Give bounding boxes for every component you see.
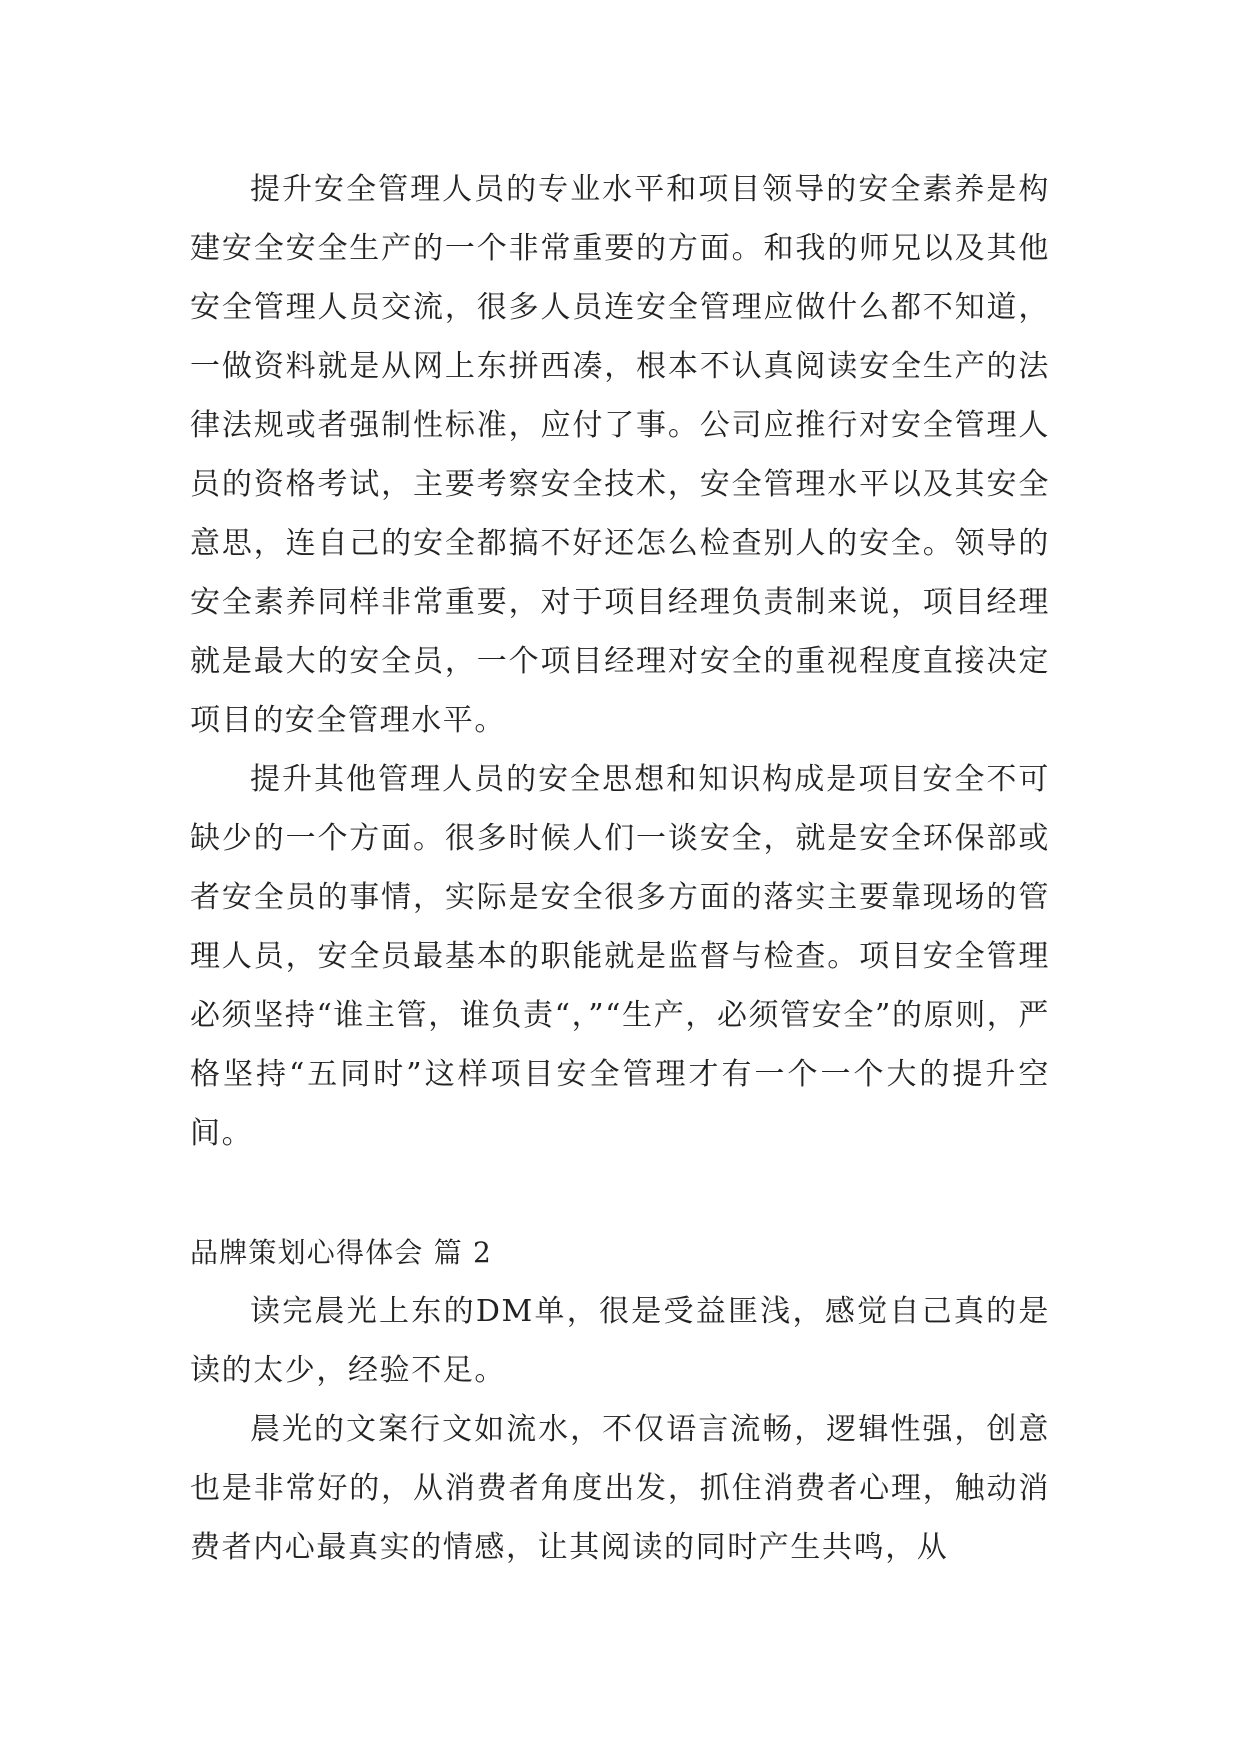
paragraph-copywriting: 晨光的文案行文如流水，不仅语言流畅，逻辑性强，创意也是非常好的，从消费者角度出发，抓住消费者心理，触动消费者内心最真实的情感，让其阅读的同时产生共鸣，从: [190, 1412, 1050, 1565]
paragraph-dm-reading: 读完晨光上东的DM单，很是受益匪浅，感觉自己真的是读的太少，经验不足。: [190, 1294, 1050, 1388]
document-body: [190, 160, 1050, 1577]
section-title: 品牌策划心得体会 篇 2: [190, 1236, 493, 1269]
paragraph-safety-management: 提升安全管理人员的专业水平和项目领导的安全素养是构建安全安全生产的一个非常重要的方面。和我的师兄以及其他安全管理人员交流，很多人员连安全管理应做什么都不知道，一做资料就是从网上东拼西凑，根本不认真阅读安全生产的法律法规或者强制性标准，应付了事。公司应推行对安全管理人员的资格考试，主要考察安全技术，安全管理水平以及其安全意思，连自己的安全都搞不好还怎么检查别人的安全。领导的安全素养同样非常重要，对于项目经理负责制来说，项目经理就是最大的安全员，一个项目经理对安全的重视程度直接决定项目的安全管理水平。: [190, 172, 1050, 738]
paragraph-other-managers: 提升其他管理人员的安全思想和知识构成是项目安全不可缺少的一个方面。很多时候人们一谈安全，就是安全环保部或者安全员的事情，实际是安全很多方面的落实主要靠现场的管理人员，安全员最基本的职能就是监督与检查。项目安全管理必须坚持“谁主管，谁负责“，”“生产，必须管安全”的原则，严格坚持“五同时”这样项目安全管理才有一个一个大的提升空间。: [190, 762, 1050, 1151]
